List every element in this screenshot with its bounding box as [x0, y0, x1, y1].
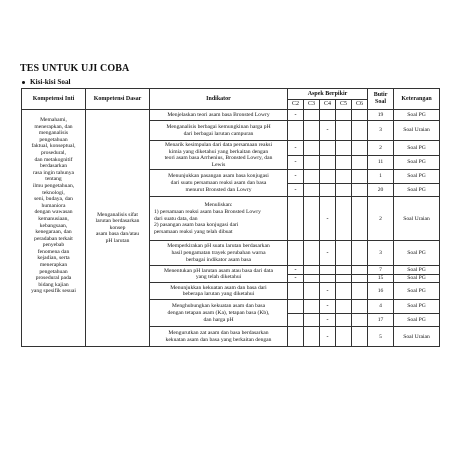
kompetensi-inti-line: penyebab	[42, 242, 65, 249]
kompetensi-inti-line: faktual, konseptual,	[31, 143, 76, 150]
bullet-icon	[22, 81, 25, 84]
kompetensi-dasar-line: Menganalisis sifat	[97, 211, 138, 218]
butir-soal-cell: 19	[368, 110, 394, 121]
aspek-c3-cell	[304, 141, 320, 156]
keterangan-cell: Soal PG	[394, 110, 440, 121]
aspek-c4-cell	[320, 274, 336, 283]
header-indikator: Indikator	[150, 89, 288, 110]
kompetensi-inti-line: kejadian, serta	[37, 255, 70, 262]
indikator-cell	[150, 266, 288, 283]
indikator-line: kekuatan asam dan basa yang berkaitan dengan	[165, 336, 272, 343]
butir-soal-cell: 2	[368, 141, 394, 156]
aspek-c4-cell: -	[320, 121, 336, 141]
indikator-line: kimia yang diketahui yang berkaitan dengan	[168, 148, 269, 155]
aspek-c3-cell	[304, 110, 320, 121]
kompetensi-inti-line: ilmu pengetahuan,	[32, 182, 75, 189]
indikator-line: Menuliskan:	[204, 202, 233, 209]
kompetensi-inti-line: menerapkan	[39, 262, 68, 269]
indikator-line: dari suatu data, dan	[154, 215, 198, 222]
kisi-kisi-table	[21, 88, 440, 347]
kompetensi-dasar-line: pH larutan	[105, 238, 130, 245]
butir-soal-cell: 20	[368, 183, 394, 197]
indikator-line: Lewis	[211, 161, 226, 168]
aspek-c2-cell: -	[288, 155, 304, 170]
aspek-c2-cell	[288, 313, 304, 327]
butir-soal-cell: 7	[368, 266, 394, 275]
indikator-cell	[150, 283, 288, 300]
aspek-c6-cell	[352, 121, 368, 141]
keterangan-cell: Soal PG	[394, 283, 440, 300]
indikator-line: Menghubungkan kekuatan asam dan basa	[171, 303, 266, 310]
header-c4: C4	[320, 100, 336, 110]
kompetensi-inti-line: kemanusiaan,	[38, 215, 69, 222]
aspek-c3-cell	[304, 241, 320, 266]
indikator-cell	[150, 300, 288, 327]
aspek-c6-cell	[352, 183, 368, 197]
aspek-c3-cell	[304, 274, 320, 283]
keterangan-cell: Soal PG	[394, 170, 440, 184]
aspek-c4-cell: -	[320, 300, 336, 314]
butir-soal-cell: 5	[368, 327, 394, 347]
aspek-c5-cell	[336, 266, 352, 275]
indikator-line: dan harga pH	[203, 316, 234, 323]
indikator-line: 2) pasangan asam basa konjugasi dari	[154, 222, 239, 229]
indikator-line: dari suatu persamaan reaksi asam dan basa	[170, 180, 267, 187]
aspek-c6-cell	[352, 110, 368, 121]
butir-soal-cell: 3	[368, 121, 394, 141]
indikator-cell	[150, 327, 288, 347]
aspek-c5-cell	[336, 183, 352, 197]
indikator-line: yang telah diketahui	[195, 274, 242, 281]
kompetensi-inti-line: bidang kajian	[38, 281, 69, 288]
butir-soal-cell: 1	[368, 170, 394, 184]
indikator-cell	[150, 197, 288, 241]
keterangan-cell: Soal PG	[394, 241, 440, 266]
aspek-c6-cell	[352, 313, 368, 327]
indikator-line: Mengurutkan zat asam dan basa berdasarkan	[168, 330, 269, 337]
aspek-c4-cell: -	[320, 327, 336, 347]
aspek-c6-cell	[352, 170, 368, 184]
aspek-c3-cell	[304, 170, 320, 184]
aspek-c3-cell	[304, 283, 320, 300]
aspek-c2-cell: -	[288, 141, 304, 156]
header-c2: C2	[288, 100, 304, 110]
aspek-c4-cell: -	[320, 313, 336, 327]
kisi-kisi-table-wrapper	[21, 88, 439, 347]
indikator-line: Menarik kesimpulan dari data persamaan reaksi	[164, 142, 273, 148]
aspek-c6-cell	[352, 155, 368, 170]
kompetensi-inti-cell	[22, 110, 86, 347]
aspek-c5-cell	[336, 241, 352, 266]
indikator-line: Menunjukkan pasangan asam basa konjugasi	[168, 173, 269, 180]
aspek-c2-cell: -	[288, 170, 304, 184]
indikator-line: dari berbagai larutan campuran	[183, 130, 254, 137]
kompetensi-dasar-line: asam basa dan/atau	[95, 231, 140, 238]
indikator-line: beberapa larutan yang diketahui	[182, 291, 255, 298]
aspek-c5-cell	[336, 327, 352, 347]
indikator-line: 1) persamaan reaksi asam basa Bronsted Lowry	[154, 208, 261, 215]
aspek-c4-cell	[320, 183, 336, 197]
keterangan-cell: Soal PG	[394, 183, 440, 197]
butir-soal-cell: 17	[368, 313, 394, 327]
kompetensi-inti-line: teknologi,	[42, 189, 65, 196]
header-aspek-berpikir: Aspek Berpikir	[288, 89, 368, 100]
aspek-c2-cell: -	[288, 110, 304, 121]
kompetensi-inti-line: menganalisis	[38, 130, 69, 137]
aspek-c4-cell	[320, 110, 336, 121]
aspek-c2-cell	[288, 300, 304, 314]
indikator-line: Menentukan pH larutan asam atau basa dari data	[164, 267, 273, 274]
aspek-c2-cell	[288, 197, 304, 241]
aspek-c2-cell: -	[288, 274, 304, 283]
keterangan-cell: Soal PG	[394, 155, 440, 170]
aspek-c5-cell	[336, 300, 352, 314]
aspek-c5-cell	[336, 170, 352, 184]
butir-soal-cell: 11	[368, 155, 394, 170]
section-heading	[22, 78, 71, 86]
table-row	[22, 110, 440, 121]
aspek-c4-cell	[320, 141, 336, 156]
indikator-line: dengan tetapan asam (Ka), tetapan basa (Kb),	[167, 310, 270, 317]
aspek-c4-cell: -	[320, 241, 336, 266]
kompetensi-dasar-line: larutan berdasarkan	[95, 218, 140, 225]
kompetensi-inti-line: berdasarkan	[39, 163, 68, 170]
indikator-cell	[150, 170, 288, 197]
header-c6: C6	[352, 100, 368, 110]
kompetensi-inti-line: yang spesifik sesuai	[31, 288, 76, 295]
aspek-c2-cell	[288, 121, 304, 141]
aspek-c2-cell: -	[288, 266, 304, 275]
indikator-line: Menunjukkan kekuatan asam dan basa dari	[170, 284, 267, 291]
aspek-c6-cell	[352, 197, 368, 241]
kompetensi-inti-line: fenomena dan	[37, 248, 70, 255]
indikator-line: Memperkirakan pH suatu larutan berdasarkan	[167, 243, 270, 250]
kompetensi-inti-line: dan metakognitif	[34, 156, 73, 163]
aspek-c4-cell: -	[320, 197, 336, 241]
aspek-c6-cell	[352, 266, 368, 275]
keterangan-cell: Soal PG	[394, 313, 440, 327]
keterangan-cell: Soal PG	[394, 300, 440, 314]
keterangan-cell: Soal PG	[394, 266, 440, 275]
indikator-line: Menganalisis berbagai kemungkinan harga pH	[166, 123, 271, 130]
aspek-c4-cell: -	[320, 283, 336, 300]
aspek-c5-cell	[336, 313, 352, 327]
kompetensi-inti-line: dengan wawasan	[34, 209, 73, 216]
kompetensi-inti-line: pengetahuan	[39, 268, 68, 275]
section-label: Kisi-kisi Soal	[30, 78, 71, 86]
keterangan-cell: Soal Uraian	[394, 197, 440, 241]
aspek-c5-cell	[336, 283, 352, 300]
indikator-line: teori asam basa Arrhenius, Bronsted Lowry, dan	[164, 155, 273, 162]
aspek-c2-cell	[288, 241, 304, 266]
indikator-line: Menjelaskan teori asam basa Bronsted Lowry	[167, 111, 270, 118]
aspek-c3-cell	[304, 121, 320, 141]
kompetensi-inti-line: rasa ingin tahunya	[32, 169, 74, 176]
aspek-c3-cell	[304, 327, 320, 347]
header-butir-soal: Butir Soal	[368, 89, 394, 110]
aspek-c5-cell	[336, 141, 352, 156]
aspek-c5-cell	[336, 155, 352, 170]
butir-soal-cell: 2	[368, 197, 394, 241]
butir-soal-cell: 3	[368, 241, 394, 266]
kompetensi-inti-line: pengetahuan	[39, 136, 68, 143]
indikator-line: menurut Bronsted dan Lowry	[185, 186, 252, 193]
aspek-c4-cell	[320, 170, 336, 184]
aspek-c3-cell	[304, 155, 320, 170]
butir-soal-cell: 4	[368, 300, 394, 314]
header-kompetensi-inti: Kompetensi Inti	[22, 89, 86, 110]
document-title: TES UNTUK UJI COBA	[20, 63, 130, 74]
indikator-cell	[150, 110, 288, 121]
kompetensi-inti-line: kebangsaan,	[39, 222, 68, 229]
header-c5: C5	[336, 100, 352, 110]
kompetensi-dasar-cell	[86, 110, 150, 347]
kompetensi-dasar-line: konsep	[109, 224, 126, 231]
header-c3: C3	[304, 100, 320, 110]
kompetensi-inti-line: kenegaraan, dan	[35, 229, 72, 236]
indikator-line: hasil pengamatan trayek perubahan warna	[171, 250, 266, 257]
aspek-c2-cell	[288, 283, 304, 300]
aspek-c4-cell	[320, 266, 336, 275]
aspek-c5-cell	[336, 121, 352, 141]
aspek-c6-cell	[352, 283, 368, 300]
butir-soal-cell: 15	[368, 274, 394, 283]
indikator-line: berbagai indikator asam basa	[185, 256, 252, 263]
header-keterangan: Keterangan	[394, 89, 440, 110]
aspek-c6-cell	[352, 300, 368, 314]
aspek-c2-cell: -	[288, 183, 304, 197]
table-body	[22, 110, 440, 347]
aspek-c6-cell	[352, 141, 368, 156]
indikator-line: persamaan reaksi yang telah dibuat	[154, 228, 233, 235]
aspek-c5-cell	[336, 274, 352, 283]
kompetensi-inti-line: humaniora	[41, 202, 66, 209]
indikator-cell	[150, 141, 288, 170]
keterangan-cell: Soal PG	[394, 274, 440, 283]
kompetensi-inti-line: Memahami,	[40, 117, 67, 123]
kompetensi-inti-line: tentang	[45, 176, 62, 183]
indikator-cell	[150, 121, 288, 141]
keterangan-cell: Soal Uraian	[394, 121, 440, 141]
aspek-c6-cell	[352, 274, 368, 283]
aspek-c4-cell	[320, 155, 336, 170]
aspek-c6-cell	[352, 241, 368, 266]
aspek-c3-cell	[304, 300, 320, 314]
keterangan-cell: Soal Uraian	[394, 327, 440, 347]
aspek-c5-cell	[336, 110, 352, 121]
header-kompetensi-dasar: Kompetensi Dasar	[86, 89, 150, 110]
aspek-c3-cell	[304, 266, 320, 275]
butir-soal-cell: 16	[368, 283, 394, 300]
kompetensi-inti-line: prosedural pada	[35, 275, 72, 282]
aspek-c2-cell	[288, 327, 304, 347]
aspek-c6-cell	[352, 327, 368, 347]
indikator-cell	[150, 241, 288, 266]
kompetensi-inti-line: peradaban terkait	[34, 235, 73, 242]
kompetensi-inti-line: menerapkan, dan	[34, 123, 73, 130]
aspek-c3-cell	[304, 197, 320, 241]
kompetensi-inti-line: seni, budaya, dan	[34, 196, 73, 203]
kompetensi-inti-line: prosedural,	[40, 149, 66, 156]
aspek-c3-cell	[304, 313, 320, 327]
aspek-c3-cell	[304, 183, 320, 197]
keterangan-cell: Soal PG	[394, 141, 440, 156]
aspek-c5-cell	[336, 197, 352, 241]
